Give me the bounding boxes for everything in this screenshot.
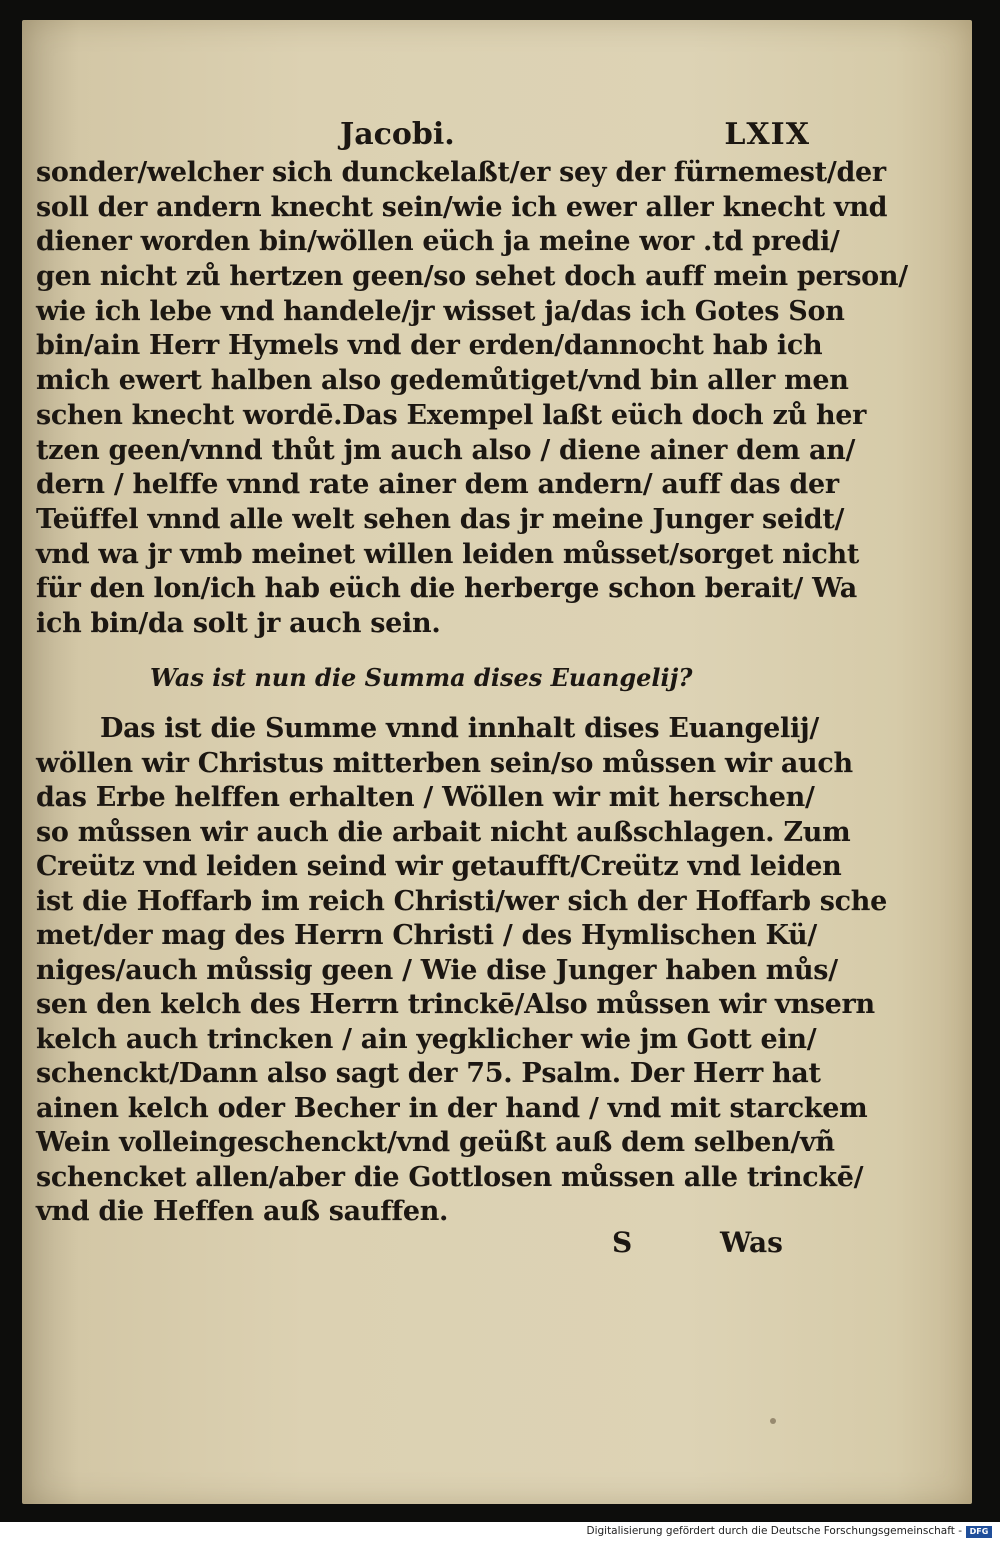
text-line: soll der andern knecht sein/wie ich ewer aller knecht vnd bbox=[36, 191, 888, 223]
text-line: ist die Hoffarb im reich Christi/wer sich der Hoffarb sche bbox=[36, 885, 887, 917]
text-line: gen nicht zů hertzen geen/so sehet doch auff mein person/ bbox=[36, 261, 908, 293]
text-line: mich ewert halben also gedemůtiget/vnd bin aller men bbox=[36, 365, 849, 397]
text-line: sonder/welcher sich dunckelaßt/er sey der fürnemest/der bbox=[36, 157, 886, 188]
footer-bar bbox=[0, 1522, 1000, 1542]
catchword: Was bbox=[720, 1226, 783, 1259]
text-line: schen knecht wordē.Das Exempel laßt eüch doch zů her bbox=[36, 399, 867, 431]
text-line: ainen kelch oder Becher in der hand / vnd mit starckem bbox=[36, 1092, 868, 1124]
text-line: wöllen wir Christus mitterben sein/so můssen wir auch bbox=[36, 747, 853, 779]
paper-speck bbox=[770, 1418, 776, 1424]
text-line: so můssen wir auch die arbait nicht außschlagen. Zum bbox=[36, 816, 851, 848]
text-line: dern / helffe vnnd rate ainer dem andern/ auff das der bbox=[36, 469, 839, 501]
text-line: wie ich lebe vnd handele/jr wisset ja/das ich Gotes Son bbox=[36, 295, 845, 327]
section-heading: Was ist nun die Summa dises Euangelij? bbox=[150, 663, 693, 692]
text-line: vnd wa jr vmb meinet willen leiden můsset/sorget nicht bbox=[36, 538, 860, 570]
text-line: vnd die Heffen auß sauffen. bbox=[36, 1196, 449, 1227]
text-line: Teüffel vnnd alle welt sehen das jr meine Junger seidt/ bbox=[36, 503, 845, 535]
text-line: tzen geen/vnnd thůt jm auch also / diene ainer dem an/ bbox=[36, 434, 856, 466]
text-line: schencket allen/aber die Gottlosen můssen alle trinckē/ bbox=[36, 1161, 864, 1193]
signature-mark: S bbox=[612, 1226, 633, 1259]
dfg-logo-icon: DFG bbox=[966, 1526, 992, 1538]
text-line: bin/ain Herr Hymels vnd der erden/dannocht hab ich bbox=[36, 330, 823, 362]
text-line: für den lon/ich hab eüch die herberge schon berait/ Wa bbox=[36, 573, 857, 605]
folio-number: LXIX bbox=[724, 117, 810, 152]
page-header bbox=[340, 117, 810, 161]
funding-notice: Digitalisierung gefördert durch die Deutsche Forschungsgemeinschaft - bbox=[586, 1525, 962, 1537]
text-line: das Erbe helffen erhalten / Wöllen wir mit herschen/ bbox=[36, 782, 815, 813]
paragraph-2 bbox=[36, 712, 887, 1230]
running-title: Jacobi. bbox=[340, 117, 455, 152]
text-line: met/der mag des Herrn Christi / des Hymlischen Kü/ bbox=[36, 920, 817, 951]
text-line: niges/auch můssig geen / Wie dise Junger haben můs/ bbox=[36, 954, 838, 986]
text-line: kelch auch trincken / ain yegklicher wie jm Gott ein/ bbox=[36, 1023, 817, 1055]
text-line: Creütz vnd leiden seind wir getaufft/Creütz vnd leiden bbox=[36, 851, 842, 882]
text-line: diener worden bin/wöllen eüch ja meine wor .td predi/ bbox=[36, 226, 840, 258]
text-line: sen den kelch des Herrn trinckē/Also můssen wir vnsern bbox=[36, 989, 875, 1020]
text-line: schenckt/Dann also sagt der 75. Psalm. Der Herr hat bbox=[36, 1058, 821, 1089]
paragraph-1 bbox=[36, 156, 908, 642]
text-line: ich bin/da solt jr auch sein. bbox=[36, 607, 441, 639]
text-line: Wein volleingeschenckt/vnd geüßt auß dem selben/vñ bbox=[36, 1127, 835, 1158]
text-line: Das ist die Summe vnnd innhalt dises Euangelij/ bbox=[100, 713, 819, 744]
